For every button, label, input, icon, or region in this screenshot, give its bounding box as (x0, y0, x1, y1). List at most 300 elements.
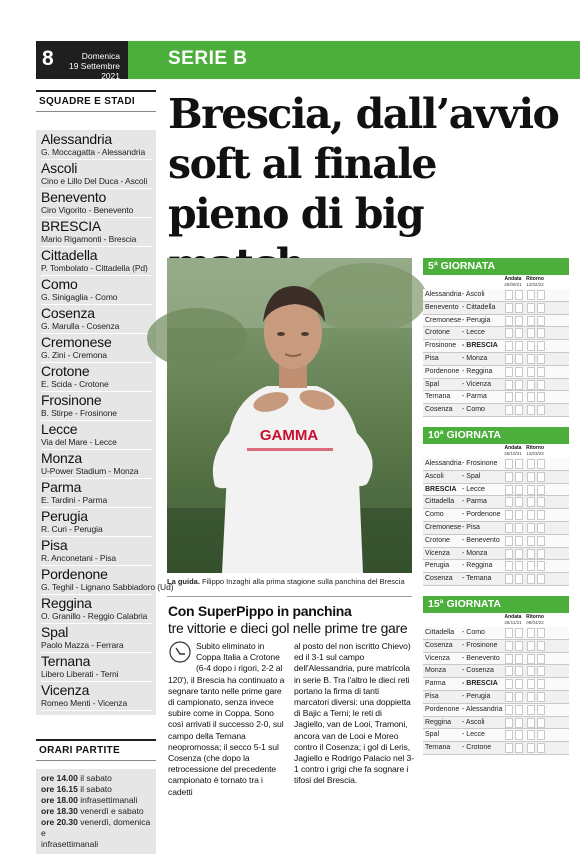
away-team: - Ascoli (462, 718, 485, 726)
score-cell (527, 679, 535, 689)
home-team: Alessandria (425, 291, 462, 298)
fixture-row (423, 717, 569, 730)
fixture-row (423, 627, 569, 640)
headline-line: Brescia, dall’avvio (168, 90, 559, 138)
away-team: - Frosinone (462, 641, 498, 649)
score-cell (515, 679, 523, 689)
score-cell (537, 679, 545, 689)
score-cell (527, 628, 535, 638)
score-cell (515, 666, 523, 676)
orari-time: ore 18.30 (41, 806, 78, 816)
score-cell (505, 303, 513, 313)
home-team: Ternana (425, 744, 451, 752)
fixture-row (423, 484, 569, 497)
andata-label: Andata (504, 445, 522, 451)
score-cell (505, 459, 513, 469)
home-team: Parma (425, 680, 446, 688)
team-name: Cittadella (41, 247, 98, 263)
fixture-row (423, 340, 569, 353)
score-cell (527, 510, 535, 520)
score-cell (515, 380, 523, 390)
team-name: Lecce (41, 421, 78, 437)
fixture-row (423, 640, 569, 653)
away-team: - Benevento (462, 654, 500, 662)
score-cell (515, 705, 523, 715)
fixture-title: 10ª GIORNATA (423, 427, 569, 444)
team-name: Monza (41, 450, 83, 466)
score-cell (527, 666, 535, 676)
team-stadium: Libero Liberati - Terni (41, 669, 152, 682)
away-team: - Pisa (462, 523, 480, 531)
orari-row (41, 817, 152, 839)
fixture-row (423, 573, 569, 586)
score-cell (527, 692, 535, 702)
fixture-row (423, 471, 569, 484)
home-team: Frosinone (425, 342, 457, 350)
score-cell (537, 497, 545, 507)
fixture-row (423, 353, 569, 366)
home-team: Cittadella (425, 629, 455, 636)
orari-when: venerdì e sabato (77, 806, 144, 816)
score-cell (537, 561, 545, 571)
shirt-sponsor: GAMMA (259, 427, 319, 444)
score-cell (527, 743, 535, 753)
fixture-table-10 (423, 427, 569, 586)
orari-row (41, 806, 152, 817)
score-cell (505, 718, 513, 728)
score-cell (537, 341, 545, 351)
score-cell (505, 328, 513, 338)
score-cell (505, 641, 513, 651)
team-name: Perugia (41, 508, 88, 524)
home-team: Vicenza (425, 549, 450, 557)
team-name: Como (41, 276, 78, 292)
away-team: - Monza (462, 354, 488, 362)
score-cell (505, 392, 513, 402)
score-cell (527, 290, 535, 300)
orari-row (41, 773, 152, 784)
away-team: - BRESCIA (462, 342, 498, 350)
away-team: - Cosenza (462, 667, 494, 675)
home-team: Cremonese (425, 523, 462, 531)
score-cell (527, 718, 535, 728)
home-team: Crotone (425, 536, 450, 544)
score-cell (537, 316, 545, 326)
score-cell (515, 510, 523, 520)
team-stadium: G. Zini - Cremona (41, 350, 152, 363)
andata-label: Andata (504, 614, 522, 620)
score-cell (505, 523, 513, 533)
score-cell (515, 692, 523, 702)
fixture-row (423, 496, 569, 509)
team-stadium: P. Tombolato - Cittadella (Pd) (41, 263, 152, 276)
sidebar (36, 90, 174, 854)
score-cell (527, 367, 535, 377)
fixture-row (423, 522, 569, 535)
home-team: Cittadella (425, 498, 455, 506)
fixture-title: 5ª GIORNATA (423, 258, 569, 275)
score-cell (537, 692, 545, 702)
fixture-row (423, 404, 569, 417)
score-cell (505, 666, 513, 676)
fixture-row (423, 509, 569, 522)
score-cell (537, 666, 545, 676)
fixture-rows (423, 627, 569, 755)
fixture-row (423, 302, 569, 315)
home-team: Monza (425, 667, 447, 675)
team-name: Vicenza (41, 682, 90, 698)
score-cell (527, 316, 535, 326)
fixture-row (423, 315, 569, 328)
fixture-row (423, 327, 569, 340)
andata-label: Andata (504, 276, 522, 282)
team-stadium: Mario Rigamonti - Brescia (41, 234, 152, 247)
away-team: - Ternana (462, 575, 492, 583)
score-cell (515, 718, 523, 728)
coach-illustration (167, 258, 412, 573)
score-cell (537, 510, 545, 520)
andata-date: 28/11/21 (504, 620, 522, 625)
page-number-box (36, 41, 128, 79)
score-cell (505, 510, 513, 520)
team-stadium: Ciro Vigorito - Benevento (41, 205, 152, 218)
home-team: Cosenza (425, 575, 453, 583)
score-cell (527, 523, 535, 533)
away-team: - Perugia (462, 316, 491, 324)
home-team: Benevento (425, 303, 459, 311)
team-name: Parma (41, 479, 82, 495)
score-cell (527, 705, 535, 715)
away-team: - Lecce (462, 329, 485, 337)
away-team: - Parma (462, 498, 487, 506)
section-banner (128, 41, 580, 79)
orari-row (41, 839, 152, 850)
score-cell (527, 459, 535, 469)
score-cell (537, 654, 545, 664)
score-cell (515, 354, 523, 364)
fixture-title: 15ª GIORNATA (423, 596, 569, 613)
score-cell (527, 561, 535, 571)
away-team: - Como (462, 406, 485, 414)
team-name: BRESCIA (41, 218, 102, 234)
fixture-row (423, 391, 569, 404)
score-cell (515, 497, 523, 507)
team-name: Crotone (41, 363, 90, 379)
fixture-row (423, 742, 569, 755)
score-cell (537, 303, 545, 313)
score-cell (537, 730, 545, 740)
page-header (36, 41, 580, 79)
away-team: - Alessandria (462, 705, 503, 713)
score-cell (505, 549, 513, 559)
score-cell (527, 405, 535, 415)
team-name: Reggina (41, 595, 92, 611)
score-cell (527, 485, 535, 495)
score-cell (527, 380, 535, 390)
issue-day: Domenica (81, 51, 120, 61)
score-cell (505, 380, 513, 390)
score-cell (527, 654, 535, 664)
score-cell (515, 574, 523, 584)
orari-when: venerdì, domenica e (41, 817, 151, 838)
ritorno-date: 12/02/22 (526, 282, 544, 287)
teams-list (36, 130, 174, 715)
score-cell (527, 641, 535, 651)
away-team: - BRESCIA (462, 680, 498, 688)
home-team: Perugia (425, 562, 450, 570)
home-team: Pordenone (425, 705, 460, 713)
fixture-dates (423, 275, 569, 289)
score-cell (515, 316, 523, 326)
score-cell (527, 574, 535, 584)
away-team: - Spal (462, 472, 481, 480)
issue-date (50, 51, 120, 81)
away-team: - Cittadella (462, 303, 496, 311)
home-team: Reggina (425, 718, 452, 726)
score-cell (515, 549, 523, 559)
score-cell (505, 574, 513, 584)
fixture-row (423, 653, 569, 666)
orari-when: infrasettimanali (77, 795, 138, 805)
caption-text: Filippo Inzaghi alla prima stagione sulla panchina del Brescia (199, 577, 405, 586)
score-cell (537, 705, 545, 715)
away-team: - Reggina (462, 562, 493, 570)
score-cell (527, 472, 535, 482)
home-team: Pisa (425, 692, 439, 700)
score-cell (527, 341, 535, 351)
team-name: Ternana (41, 653, 91, 669)
score-cell (505, 472, 513, 482)
caption-lead: La guida. (167, 577, 200, 586)
home-team: Ascoli (425, 472, 444, 480)
team-name: Frosinone (41, 392, 102, 408)
ritorno-header (524, 277, 546, 287)
fixture-table-5 (423, 258, 569, 417)
team-stadium: Via del Mare - Lecce (41, 437, 152, 450)
team-stadium: G. Moccagatta - Alessandria (41, 147, 152, 160)
score-cell (527, 730, 535, 740)
home-team: Pisa (425, 354, 439, 362)
away-team: - Crotone (462, 744, 492, 752)
score-cell (537, 743, 545, 753)
home-team: Ternana (425, 393, 451, 401)
score-cell (537, 549, 545, 559)
fixture-row (423, 560, 569, 573)
score-cell (505, 692, 513, 702)
fixture-row (423, 665, 569, 678)
ritorno-date: 09/04/22 (526, 620, 544, 625)
article-start-icon (168, 641, 192, 663)
ritorno-header (524, 446, 546, 456)
fixture-row (423, 379, 569, 392)
andata-date: 25/09/21 (504, 282, 522, 287)
away-team: - Monza (462, 549, 488, 557)
score-cell (527, 354, 535, 364)
ritorno-header (524, 615, 546, 625)
fixture-row (423, 366, 569, 379)
team-stadium: Paolo Mazza - Ferrara (41, 640, 152, 653)
team-stadium: U-Power Stadium - Monza (41, 466, 152, 479)
team-name: Cosenza (41, 305, 95, 321)
score-cell (515, 392, 523, 402)
team-stadium: G. Teghil - Lignano Sabbiadoro (Ud) (41, 582, 152, 595)
score-cell (505, 367, 513, 377)
team-stadium: E. Tardini - Parma (41, 495, 152, 508)
fixture-row (423, 535, 569, 548)
score-cell (515, 743, 523, 753)
fixture-row (423, 548, 569, 561)
article-column-2: al posto del non iscritto Chievo) ed il 3-1 sul campo dell'Alessandria, pure matricola in serie B. Tra l'altro le dieci reti portano la firma di tanti marcatori diversi: una doppietta di Bajic a Terni; le reti di Jagiello, van de Looi, Tramoni, ancora van de Looi e Moreo contro il Cosenza; i gol di Leris, Jagiello e Rodrigo Palacio nel 3-1 contro i grigi che fa sognare i tifosi del Brescia. (294, 641, 414, 786)
teams-heading: SQUADRE E STADI (36, 90, 156, 112)
orari-when: infrasettimanali (41, 839, 99, 849)
score-cell (537, 380, 545, 390)
score-cell (505, 730, 513, 740)
score-cell (515, 290, 523, 300)
score-cell (527, 536, 535, 546)
score-cell (515, 485, 523, 495)
orari-time: ore 20.30 (41, 817, 78, 827)
score-cell (537, 574, 545, 584)
away-team: - Benevento (462, 536, 500, 544)
team-stadium: G. Marulla - Cosenza (41, 321, 152, 334)
andata-header (503, 277, 523, 287)
score-cell (515, 405, 523, 415)
score-cell (515, 628, 523, 638)
fixture-row (423, 458, 569, 471)
ritorno-label: Ritorno (526, 276, 544, 282)
fixture-row (423, 704, 569, 717)
article-subhead (168, 603, 418, 637)
orari-list (36, 769, 156, 854)
score-cell (505, 561, 513, 571)
orari-row (41, 795, 152, 806)
score-cell (505, 290, 513, 300)
score-cell (537, 354, 545, 364)
team-name: Pordenone (41, 566, 108, 582)
score-cell (537, 367, 545, 377)
score-cell (537, 328, 545, 338)
ritorno-date: 12/03/22 (526, 451, 544, 456)
orari-time: ore 16.15 (41, 784, 78, 794)
team-name: Spal (41, 624, 69, 640)
score-cell (515, 328, 523, 338)
score-cell (527, 392, 535, 402)
coach-photo (167, 258, 412, 573)
score-cell (515, 561, 523, 571)
score-cell (515, 472, 523, 482)
home-team: Vicenza (425, 654, 450, 662)
home-team: Alessandria (425, 460, 462, 467)
score-cell (505, 354, 513, 364)
score-cell (515, 536, 523, 546)
fixture-dates (423, 444, 569, 458)
home-team: BRESCIA (425, 485, 457, 493)
fixture-rows (423, 458, 569, 586)
issue-full-date: 19 Settembre 2021 (68, 61, 120, 81)
team-stadium: Romeo Menti - Vicenza (41, 698, 152, 711)
score-cell (505, 405, 513, 415)
score-cell (537, 641, 545, 651)
score-cell (537, 523, 545, 533)
score-cell (505, 628, 513, 638)
team-name: Cremonese (41, 334, 112, 350)
home-team: Cremonese (425, 316, 462, 324)
fixture-row (423, 729, 569, 742)
subhead-line: tre vittorie e dieci gol nelle prime tre gare (168, 620, 408, 636)
score-cell (515, 459, 523, 469)
team-name: Alessandria (41, 131, 112, 147)
away-team: - Ascoli (462, 291, 485, 298)
score-cell (505, 705, 513, 715)
away-team: - Frosinone (462, 460, 498, 467)
orari-heading: ORARI PARTITE (36, 739, 156, 761)
score-cell (537, 628, 545, 638)
team-name: Ascoli (41, 160, 78, 176)
score-cell (505, 536, 513, 546)
team-stadium: B. Stirpe - Frosinone (41, 408, 152, 421)
article-text: Subito eliminato in Coppa Italia a Crotone (6-4 dopo i rigori, 2-2 al 120'), il Brescia ha continuato a segnare tanto nelle prime gare di campionato, senza invece subire come in Coppa. Sono così arrivati il successo 2-0, sul campo della Ternana neopromossa; il secco 5-1 sul Cosenza (che dopo la retrocessione del precedente campionato è tornato tra i cadetti (168, 641, 285, 797)
score-cell (537, 405, 545, 415)
away-team: - Perugia (462, 692, 491, 700)
score-cell (515, 367, 523, 377)
score-cell (527, 497, 535, 507)
orari-row (41, 784, 152, 795)
team-stadium: R. Anconetani - Pisa (41, 553, 152, 566)
score-cell (537, 536, 545, 546)
score-cell (505, 679, 513, 689)
score-cell (537, 459, 545, 469)
ritorno-label: Ritorno (526, 445, 544, 451)
fixture-row (423, 289, 569, 302)
orari-time: ore 14.00 (41, 773, 78, 783)
score-cell (515, 303, 523, 313)
score-cell (505, 341, 513, 351)
orari-time: ore 18.00 (41, 795, 78, 805)
section-title: SERIE B (168, 48, 248, 69)
headline-line: pieno di big (168, 190, 424, 238)
article-column-1 (168, 641, 288, 798)
orari-when: il sabato (77, 773, 112, 783)
subhead-line: Con SuperPippo in panchina (168, 603, 352, 619)
score-cell (505, 485, 513, 495)
team-stadium: O. Granillo - Reggio Calabria (41, 611, 152, 624)
home-team: Como (425, 511, 444, 519)
score-cell (505, 497, 513, 507)
score-cell (515, 730, 523, 740)
away-team: - Lecce (462, 485, 485, 493)
away-team: - Lecce (462, 731, 485, 739)
score-cell (527, 328, 535, 338)
page-number: 8 (42, 47, 54, 70)
score-cell (505, 743, 513, 753)
team-stadium: E. Scida - Crotone (41, 379, 152, 392)
fixture-dates (423, 613, 569, 627)
score-cell (515, 341, 523, 351)
andata-date: 26/10/21 (504, 451, 522, 456)
team-stadium: R. Curi - Perugia (41, 524, 152, 537)
photo-caption (167, 577, 427, 587)
score-cell (537, 718, 545, 728)
andata-header (503, 615, 523, 625)
home-team: Pordenone (425, 367, 460, 375)
score-cell (537, 392, 545, 402)
away-team: - Vicenza (462, 380, 492, 388)
score-cell (537, 485, 545, 495)
score-cell (515, 523, 523, 533)
score-cell (537, 472, 545, 482)
away-team: - Reggina (462, 367, 493, 375)
home-team: Spal (425, 731, 440, 739)
